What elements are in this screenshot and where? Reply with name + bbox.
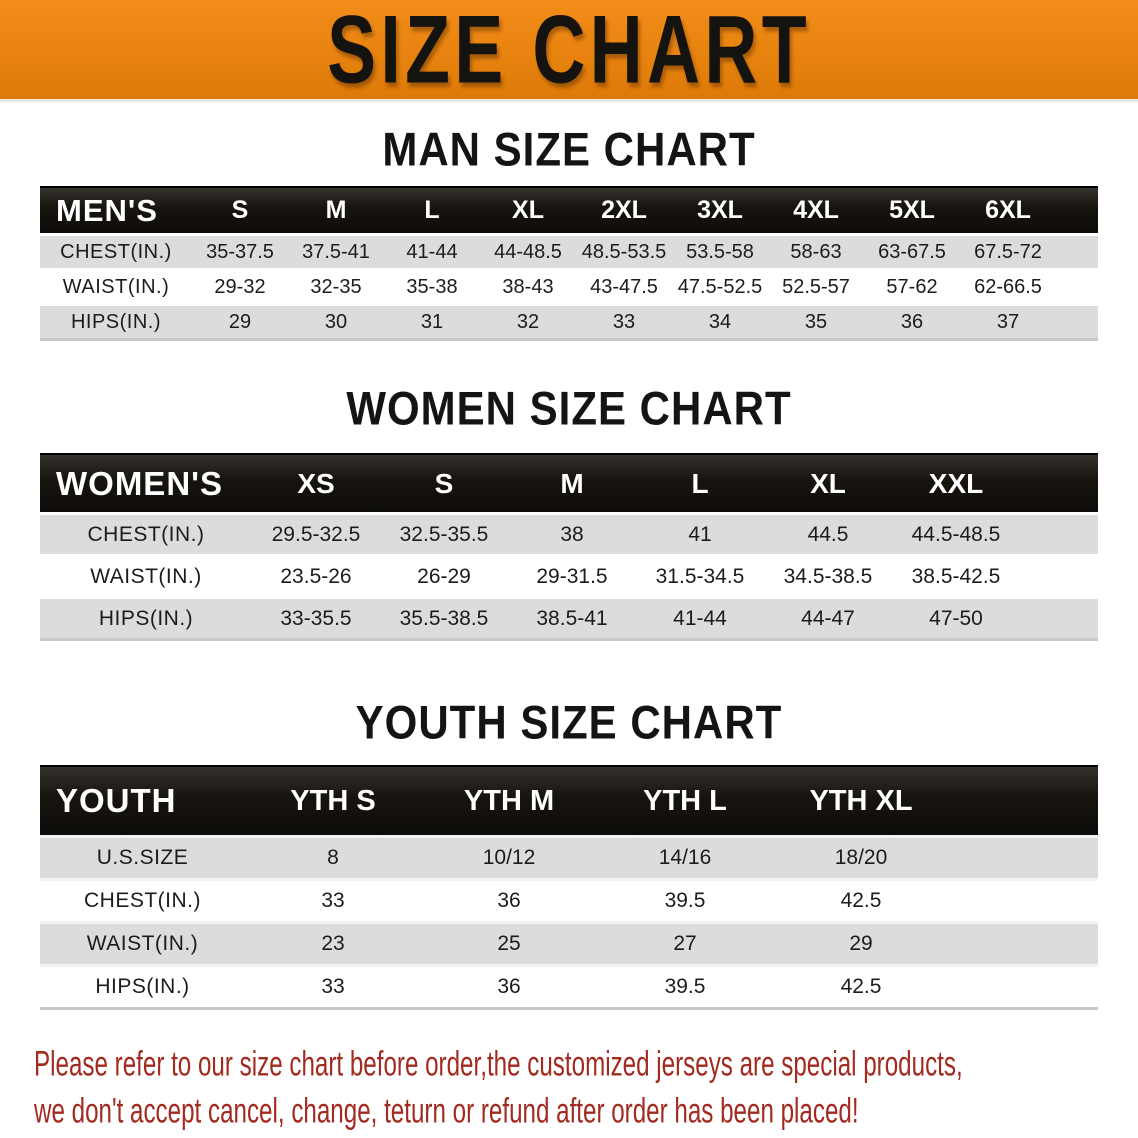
column-header: XS: [252, 453, 380, 512]
table-cell: 52.5-57: [768, 268, 864, 303]
column-header: L: [636, 453, 764, 512]
column-header: XXL: [892, 453, 1020, 512]
youth-section-heading: YOUTH SIZE CHART: [355, 696, 783, 749]
table-cell: 39.5: [597, 964, 773, 1007]
row-label: CHEST(IN.): [40, 878, 245, 921]
spacer-cell: [949, 964, 1098, 1007]
table-cell: 32: [480, 303, 576, 338]
table-cell: 47-50: [892, 596, 1020, 638]
table-cell: 44.5: [764, 512, 892, 554]
column-header: 2XL: [576, 186, 672, 233]
youth-table-title: YOUTH: [40, 765, 245, 835]
table-cell: 32-35: [288, 268, 384, 303]
spacer-cell: [949, 878, 1098, 921]
table-cell: 38.5-41: [508, 596, 636, 638]
spacer-cell: [1020, 512, 1098, 554]
youth-header-row: [40, 765, 1098, 835]
column-header: 3XL: [672, 186, 768, 233]
women-section-heading: WOMEN SIZE CHART: [346, 382, 792, 435]
table-cell: 10/12: [421, 835, 597, 878]
column-header: YTH M: [421, 765, 597, 835]
column-header: M: [508, 453, 636, 512]
column-header: XL: [764, 453, 892, 512]
table-cell: 35-37.5: [192, 233, 288, 268]
column-header: L: [384, 186, 480, 233]
table-cell: 44.5-48.5: [892, 512, 1020, 554]
women-table-title: WOMEN'S: [40, 453, 252, 512]
table-cell: 32.5-35.5: [380, 512, 508, 554]
table-cell: 14/16: [597, 835, 773, 878]
spacer-cell: [1020, 554, 1098, 596]
table-cell: 53.5-58: [672, 233, 768, 268]
spacer-cell: [1056, 186, 1098, 233]
column-header: M: [288, 186, 384, 233]
spacer-cell: [1020, 453, 1098, 512]
table-cell: 27: [597, 921, 773, 964]
men-size-table: [40, 186, 1098, 341]
table-cell: 33: [245, 878, 421, 921]
table-cell: 36: [421, 964, 597, 1007]
table-cell: 29-31.5: [508, 554, 636, 596]
table-cell: 26-29: [380, 554, 508, 596]
table-cell: 42.5: [773, 878, 949, 921]
table-cell: 29: [773, 921, 949, 964]
row-label: HIPS(IN.): [40, 964, 245, 1007]
table-cell: 34: [672, 303, 768, 338]
table-row: [40, 835, 1098, 878]
table-cell: 31.5-34.5: [636, 554, 764, 596]
column-header: 6XL: [960, 186, 1056, 233]
column-header: S: [192, 186, 288, 233]
table-cell: 41: [636, 512, 764, 554]
table-cell: 37: [960, 303, 1056, 338]
men-table-title: MEN'S: [40, 186, 192, 233]
spacer-cell: [1020, 596, 1098, 638]
table-cell: 29: [192, 303, 288, 338]
notice-line-2: we don't accept cancel, change, teturn or refund after order has been placed!: [34, 1090, 859, 1131]
spacer-cell: [949, 921, 1098, 964]
table-cell: 39.5: [597, 878, 773, 921]
table-cell: 36: [421, 878, 597, 921]
table-cell: 67.5-72: [960, 233, 1056, 268]
spacer-cell: [1056, 303, 1098, 338]
table-cell: 41-44: [636, 596, 764, 638]
table-row: [40, 303, 1098, 338]
table-cell: 57-62: [864, 268, 960, 303]
row-label: CHEST(IN.): [40, 512, 252, 554]
table-cell: 35: [768, 303, 864, 338]
table-cell: 44-47: [764, 596, 892, 638]
table-cell: 38: [508, 512, 636, 554]
column-header: XL: [480, 186, 576, 233]
men-section-heading: MAN SIZE CHART: [382, 123, 756, 176]
table-cell: 43-47.5: [576, 268, 672, 303]
notice-line-1: Please refer to our size chart before order,the customized jerseys are special products,: [34, 1043, 963, 1084]
table-row: [40, 554, 1098, 596]
column-header: YTH L: [597, 765, 773, 835]
table-row: [40, 512, 1098, 554]
row-label: WAIST(IN.): [40, 268, 192, 303]
table-cell: 33: [245, 964, 421, 1007]
spacer-cell: [1056, 268, 1098, 303]
column-header: 4XL: [768, 186, 864, 233]
table-cell: 25: [421, 921, 597, 964]
table-row: [40, 233, 1098, 268]
table-cell: 42.5: [773, 964, 949, 1007]
table-cell: 44-48.5: [480, 233, 576, 268]
table-cell: 29-32: [192, 268, 288, 303]
table-cell: 23.5-26: [252, 554, 380, 596]
column-header: YTH S: [245, 765, 421, 835]
youth-size-table: [40, 765, 1098, 1010]
spacer-cell: [949, 835, 1098, 878]
table-cell: 37.5-41: [288, 233, 384, 268]
table-cell: 34.5-38.5: [764, 554, 892, 596]
row-label: WAIST(IN.): [40, 554, 252, 596]
women-size-table: [40, 453, 1098, 641]
table-cell: 33-35.5: [252, 596, 380, 638]
table-cell: 23: [245, 921, 421, 964]
table-cell: 35.5-38.5: [380, 596, 508, 638]
women-header-row: [40, 453, 1098, 512]
table-cell: 38-43: [480, 268, 576, 303]
row-label: U.S.SIZE: [40, 835, 245, 878]
table-row: [40, 268, 1098, 303]
table-cell: 48.5-53.5: [576, 233, 672, 268]
table-cell: 63-67.5: [864, 233, 960, 268]
banner: [0, 0, 1138, 102]
spacer-cell: [949, 765, 1098, 835]
row-label: HIPS(IN.): [40, 596, 252, 638]
spacer-cell: [1056, 233, 1098, 268]
table-cell: 31: [384, 303, 480, 338]
column-header: 5XL: [864, 186, 960, 233]
table-cell: 35-38: [384, 268, 480, 303]
table-cell: 30: [288, 303, 384, 338]
table-cell: 41-44: [384, 233, 480, 268]
table-cell: 47.5-52.5: [672, 268, 768, 303]
banner-title: SIZE CHART: [327, 0, 811, 104]
table-row: [40, 596, 1098, 638]
row-label: CHEST(IN.): [40, 233, 192, 268]
table-cell: 33: [576, 303, 672, 338]
table-cell: 38.5-42.5: [892, 554, 1020, 596]
footer-notice: [34, 1040, 1138, 1134]
table-row: [40, 878, 1098, 921]
column-header: YTH XL: [773, 765, 949, 835]
men-header-row: [40, 186, 1098, 233]
row-label: WAIST(IN.): [40, 921, 245, 964]
table-cell: 8: [245, 835, 421, 878]
table-cell: 62-66.5: [960, 268, 1056, 303]
table-cell: 18/20: [773, 835, 949, 878]
column-header: S: [380, 453, 508, 512]
table-cell: 29.5-32.5: [252, 512, 380, 554]
table-row: [40, 921, 1098, 964]
row-label: HIPS(IN.): [40, 303, 192, 338]
table-cell: 58-63: [768, 233, 864, 268]
table-row: [40, 964, 1098, 1007]
table-cell: 36: [864, 303, 960, 338]
